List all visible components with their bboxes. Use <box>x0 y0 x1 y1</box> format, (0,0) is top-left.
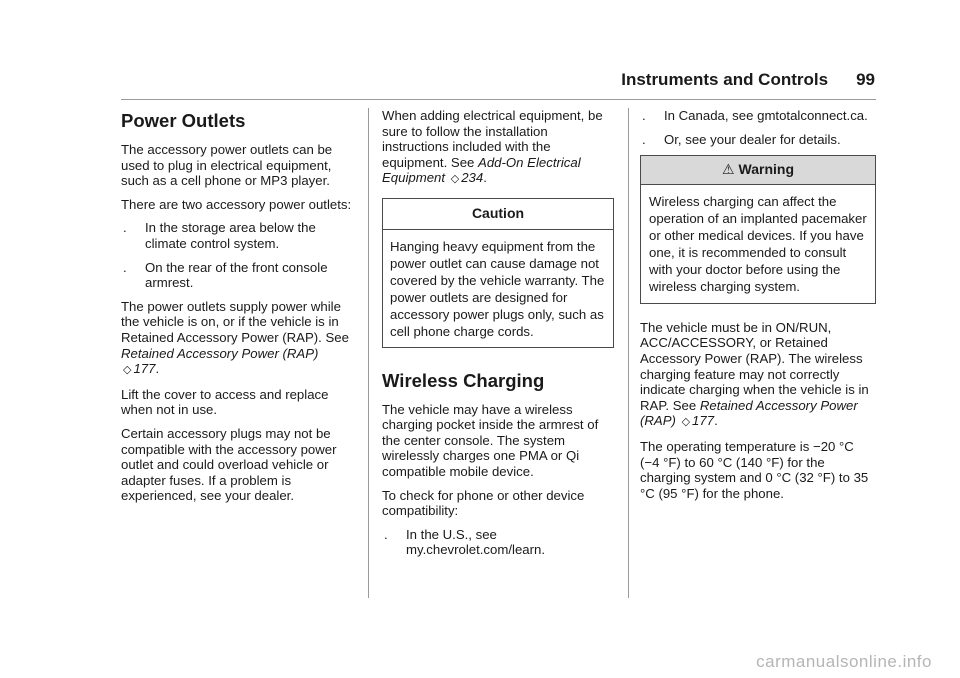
bullet-marker: . <box>642 131 646 147</box>
watermark: carmanualsonline.info <box>756 652 932 671</box>
page-reference[interactable]: 234 <box>461 170 484 186</box>
power-outlets-heading: Power Outlets <box>121 110 246 131</box>
page-number: 99 <box>856 70 875 89</box>
list-item: . In Canada, see gmtotalconnect.ca. <box>642 108 868 123</box>
paragraph: The vehicle must be in ON/RUN, ACC/ACCESSORY, or Retained Accessory Power (RAP). The wireless charging feature may not correctly indicate charging when the vehicle is in RAP. See Retained Accessory Power (RAP) ◇ 177. <box>640 319 869 429</box>
paragraph: The power outlets supply power while the vehicle is on, or if the vehicle is in Retained Accessory Power (RAP). See Retained Accessory Power (RAP) ◇ 177. <box>121 298 349 377</box>
page-ref-icon: ◇ <box>123 364 132 377</box>
section-title: Instruments and Controls <box>621 70 829 89</box>
column-2 <box>382 108 614 566</box>
paragraph: When adding electrical equipment, be sure to follow the installation instructions included with the equipment. See Add-On Electrical Equipment ◇ 234. <box>382 108 603 186</box>
wireless-charging-heading: Wireless Charging <box>382 369 545 391</box>
warning-icon: ⚠ <box>721 161 735 178</box>
column-3 <box>640 108 876 509</box>
paragraph: The operating temperature is −20 °C (−4 °F) to 60 °C (140 °F) for the charging system and 0 °C (32 °F) to 35 °C (95 °F) for the phone. <box>640 438 869 501</box>
page-header <box>621 70 875 90</box>
paragraph: To check for phone or other device compatibility: <box>382 487 585 519</box>
warning-title: ⚠ Warning <box>641 156 875 185</box>
paragraph: The accessory power outlets can be used to plug in electrical equipment, such as a cell phone or MP3 player. <box>121 142 333 189</box>
list-item: . On the rear of the front console armrest. <box>123 259 328 291</box>
paragraph: Lift the cover to access and replace when not in use. <box>121 386 329 418</box>
list-item: . In the storage area below the climate control system. <box>123 220 316 251</box>
cross-reference-link[interactable]: Retained Accessory Power (RAP) <box>121 345 319 361</box>
warning-body: Wireless charging can affect the operation of an implanted pacemaker or other medical devices. If you have one, it is recommended to consult with your doctor before using the wireless charging system. <box>649 193 867 294</box>
column-divider-2 <box>628 108 629 598</box>
list-item: . Or, see your dealer for details. <box>642 131 841 147</box>
paragraph: Certain accessory plugs may not be compatible with the accessory power outlet and could overload vehicle or adapter fuses. If a problem is experienced, see your dealer. <box>121 425 337 504</box>
bullet-marker: . <box>384 526 388 542</box>
bullet-marker: . <box>642 108 646 123</box>
list-item: . In the U.S., see my.chevrolet.com/learn. <box>384 526 546 558</box>
column-1 <box>121 108 357 512</box>
page-ref-icon: ◇ <box>450 173 460 186</box>
paragraph: There are two accessory power outlets: <box>121 196 352 212</box>
bullet-marker: . <box>123 259 127 275</box>
cross-reference-link[interactable]: Add-On Electrical Equipment <box>382 154 581 186</box>
header-rule <box>121 99 876 100</box>
column-divider-1 <box>368 108 369 598</box>
warning-box <box>640 155 876 304</box>
cross-reference-link[interactable]: Retained Accessory Power (RAP) <box>640 397 858 429</box>
page-ref-icon: ◇ <box>681 416 691 429</box>
bullet-marker: . <box>123 220 127 236</box>
paragraph: The vehicle may have a wireless charging pocket inside the armrest of the center console. The system wirelessly charges one PMA or Qi compatible mobile device. <box>382 401 599 479</box>
caution-box <box>382 198 614 348</box>
caution-title: Caution <box>383 199 613 230</box>
page-reference[interactable]: 177 <box>133 361 156 377</box>
page-reference[interactable]: 177 <box>692 413 715 429</box>
caution-body: Hanging heavy equipment from the power outlet can cause damage not covered by the vehicle warranty. The power outlets are designed for accessory power plugs only, such as cell phone charge cords. <box>390 238 605 339</box>
